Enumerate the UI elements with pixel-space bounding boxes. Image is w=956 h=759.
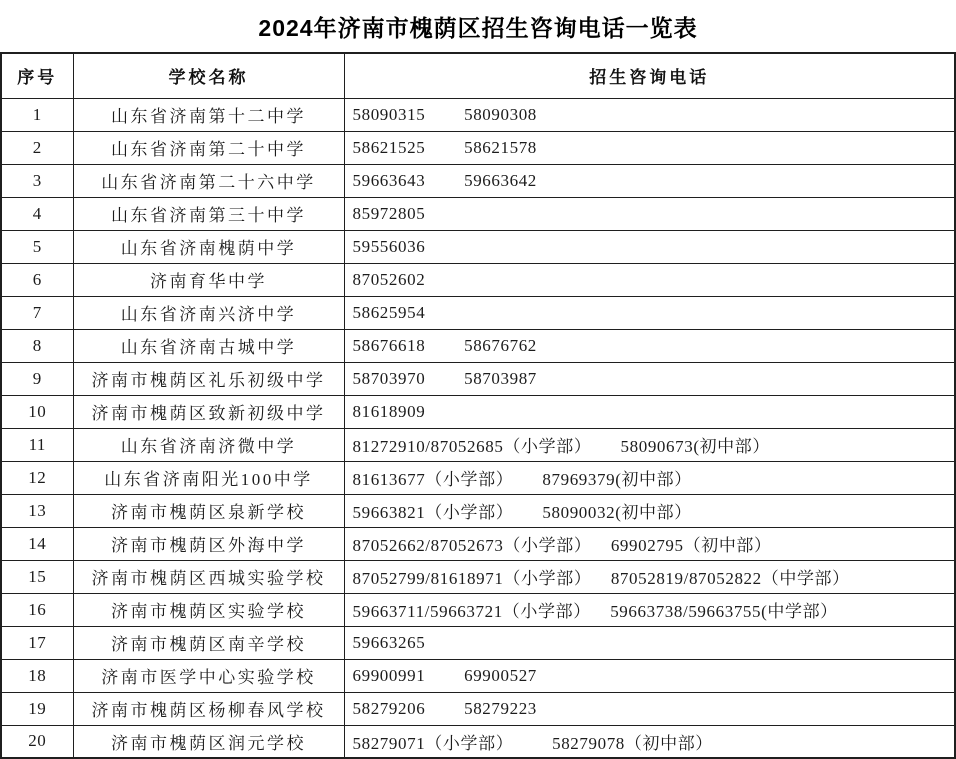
serial-number-cell: 6 bbox=[1, 263, 73, 296]
phone-cell: 58703970 58703987 bbox=[344, 362, 955, 395]
serial-number-cell: 2 bbox=[1, 131, 73, 164]
table-row bbox=[1, 626, 955, 659]
serial-number-cell: 12 bbox=[1, 461, 73, 494]
school-name-cell: 济南市槐荫区南辛学校 bbox=[73, 626, 344, 659]
phone-cell: 81613677（小学部） 87969379(初中部） bbox=[344, 461, 955, 494]
header-school-name: 学校名称 bbox=[73, 53, 344, 98]
phone-cell: 58090315 58090308 bbox=[344, 98, 955, 131]
table-row bbox=[1, 263, 955, 296]
table-row bbox=[1, 527, 955, 560]
phone-cell: 59556036 bbox=[344, 230, 955, 263]
phone-cell: 87052662/87052673（小学部） 69902795（初中部） bbox=[344, 527, 955, 560]
school-name-cell: 山东省济南阳光100中学 bbox=[73, 461, 344, 494]
school-name-cell: 山东省济南济微中学 bbox=[73, 428, 344, 461]
enrollment-phone-table bbox=[0, 52, 956, 759]
serial-number-cell: 11 bbox=[1, 428, 73, 461]
school-name-cell: 济南市槐荫区泉新学校 bbox=[73, 494, 344, 527]
table-row bbox=[1, 362, 955, 395]
table-row bbox=[1, 197, 955, 230]
table-body bbox=[1, 98, 955, 758]
serial-number-cell: 15 bbox=[1, 560, 73, 593]
serial-number-cell: 19 bbox=[1, 692, 73, 725]
serial-number-cell: 14 bbox=[1, 527, 73, 560]
serial-number-cell: 4 bbox=[1, 197, 73, 230]
school-name-cell: 山东省济南槐荫中学 bbox=[73, 230, 344, 263]
serial-number-cell: 16 bbox=[1, 593, 73, 626]
serial-number-cell: 17 bbox=[1, 626, 73, 659]
phone-cell: 69900991 69900527 bbox=[344, 659, 955, 692]
table-row bbox=[1, 98, 955, 131]
phone-cell: 81272910/87052685（小学部） 58090673(初中部） bbox=[344, 428, 955, 461]
school-name-cell: 山东省济南第二十中学 bbox=[73, 131, 344, 164]
phone-cell: 58625954 bbox=[344, 296, 955, 329]
phone-cell: 58621525 58621578 bbox=[344, 131, 955, 164]
school-name-cell: 济南市槐荫区外海中学 bbox=[73, 527, 344, 560]
phone-cell: 59663711/59663721（小学部） 59663738/59663755(中学部） bbox=[344, 593, 955, 626]
phone-cell: 58279206 58279223 bbox=[344, 692, 955, 725]
phone-cell: 59663643 59663642 bbox=[344, 164, 955, 197]
school-name-cell: 济南市槐荫区西城实验学校 bbox=[73, 560, 344, 593]
table-row bbox=[1, 560, 955, 593]
phone-cell: 58279071（小学部） 58279078（初中部） bbox=[344, 725, 955, 758]
table-row bbox=[1, 659, 955, 692]
serial-number-cell: 8 bbox=[1, 329, 73, 362]
table-row bbox=[1, 692, 955, 725]
serial-number-cell: 9 bbox=[1, 362, 73, 395]
phone-cell: 87052602 bbox=[344, 263, 955, 296]
table-row bbox=[1, 164, 955, 197]
phone-cell: 87052799/81618971（小学部） 87052819/87052822（中学部） bbox=[344, 560, 955, 593]
table-row bbox=[1, 428, 955, 461]
table-row bbox=[1, 329, 955, 362]
school-name-cell: 济南市槐荫区杨柳春风学校 bbox=[73, 692, 344, 725]
serial-number-cell: 13 bbox=[1, 494, 73, 527]
table-row bbox=[1, 461, 955, 494]
school-name-cell: 山东省济南第三十中学 bbox=[73, 197, 344, 230]
school-name-cell: 济南市槐荫区实验学校 bbox=[73, 593, 344, 626]
table-row bbox=[1, 395, 955, 428]
serial-number-cell: 1 bbox=[1, 98, 73, 131]
school-name-cell: 山东省济南兴济中学 bbox=[73, 296, 344, 329]
school-name-cell: 济南市槐荫区致新初级中学 bbox=[73, 395, 344, 428]
phone-cell: 81618909 bbox=[344, 395, 955, 428]
phone-cell: 59663821（小学部） 58090032(初中部） bbox=[344, 494, 955, 527]
table-row bbox=[1, 725, 955, 758]
serial-number-cell: 5 bbox=[1, 230, 73, 263]
serial-number-cell: 10 bbox=[1, 395, 73, 428]
table-row bbox=[1, 131, 955, 164]
school-name-cell: 山东省济南古城中学 bbox=[73, 329, 344, 362]
school-name-cell: 山东省济南第二十六中学 bbox=[73, 164, 344, 197]
table-header-row bbox=[1, 53, 955, 98]
serial-number-cell: 18 bbox=[1, 659, 73, 692]
school-name-cell: 山东省济南第十二中学 bbox=[73, 98, 344, 131]
serial-number-cell: 20 bbox=[1, 725, 73, 758]
serial-number-cell: 3 bbox=[1, 164, 73, 197]
school-name-cell: 济南市槐荫区礼乐初级中学 bbox=[73, 362, 344, 395]
serial-number-cell: 7 bbox=[1, 296, 73, 329]
school-name-cell: 济南育华中学 bbox=[73, 263, 344, 296]
phone-cell: 58676618 58676762 bbox=[344, 329, 955, 362]
table-row bbox=[1, 230, 955, 263]
table-row bbox=[1, 494, 955, 527]
school-name-cell: 济南市槐荫区润元学校 bbox=[73, 725, 344, 758]
table-row bbox=[1, 296, 955, 329]
page-title: 2024年济南市槐荫区招生咨询电话一览表 bbox=[258, 14, 698, 41]
phone-cell: 85972805 bbox=[344, 197, 955, 230]
phone-cell: 59663265 bbox=[344, 626, 955, 659]
header-serial-number: 序号 bbox=[1, 53, 73, 98]
table-row bbox=[1, 593, 955, 626]
header-consultation-phone: 招生咨询电话 bbox=[344, 53, 955, 98]
school-name-cell: 济南市医学中心实验学校 bbox=[73, 659, 344, 692]
